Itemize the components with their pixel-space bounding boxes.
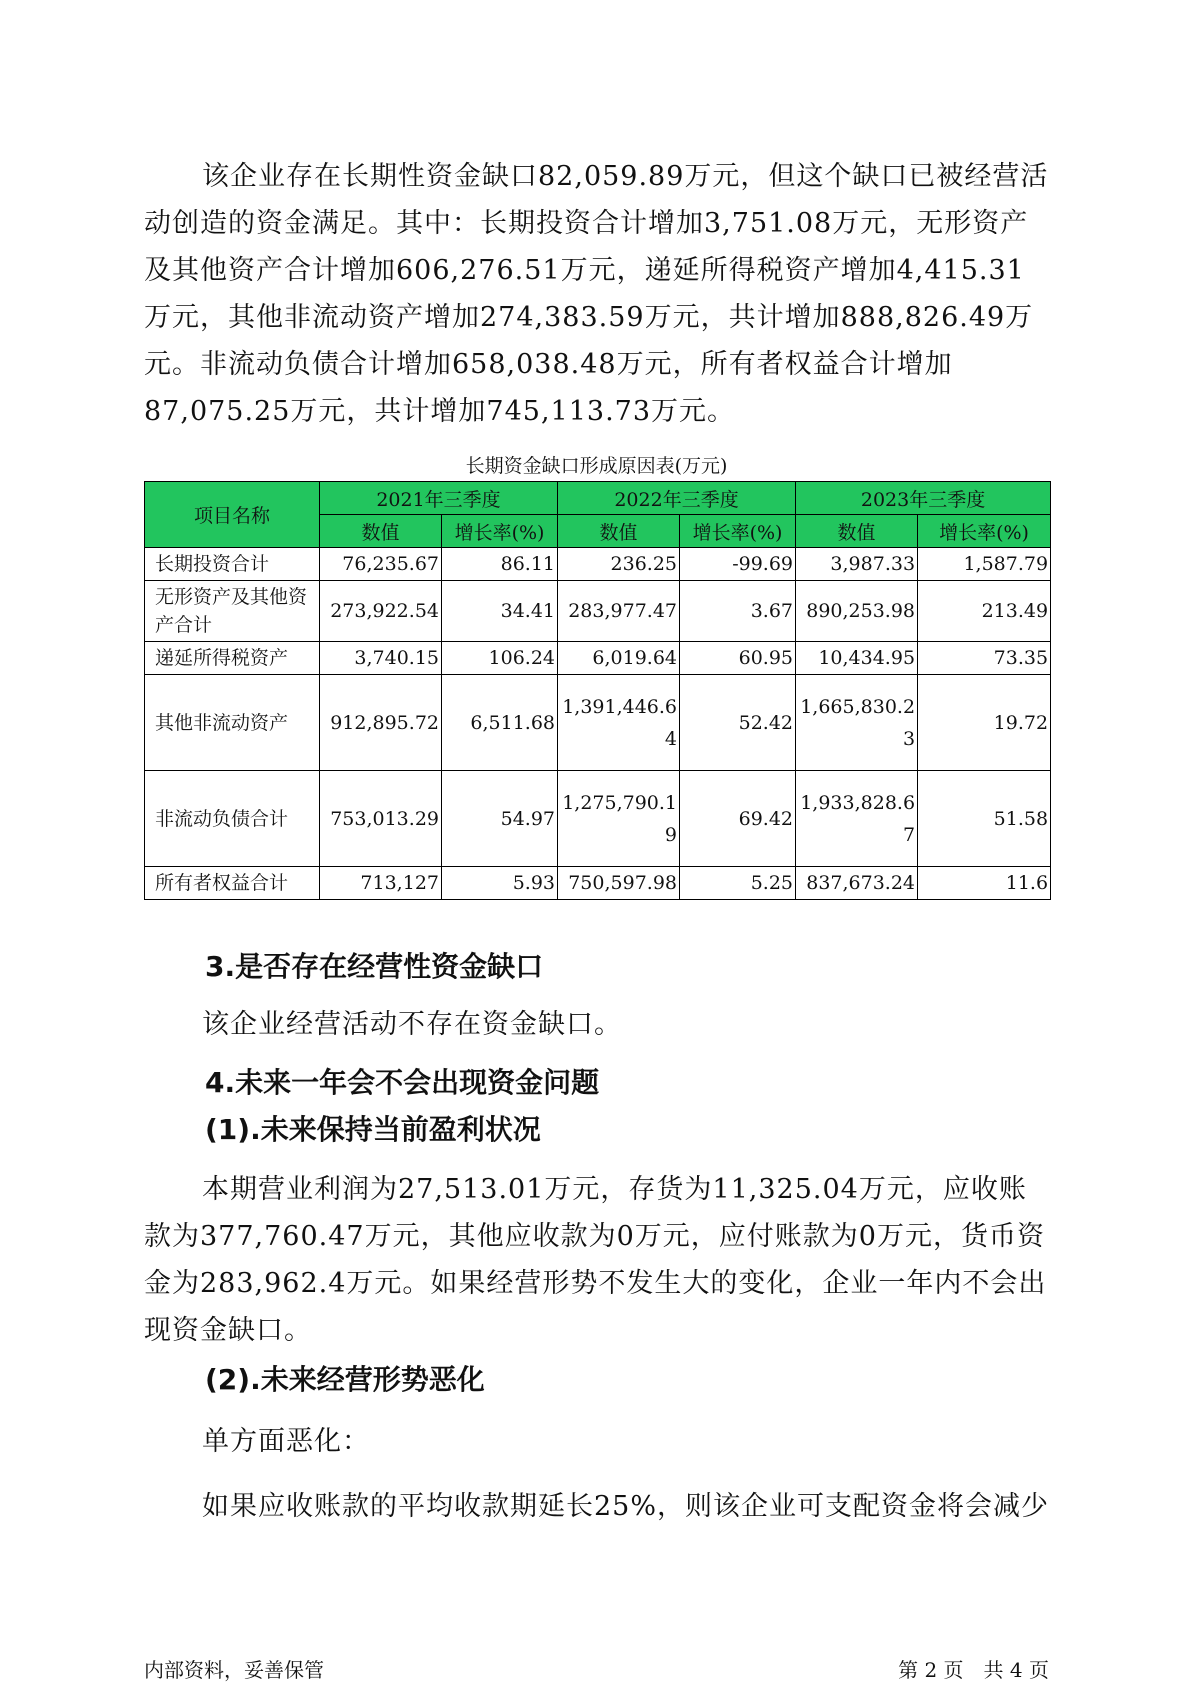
cell-value: 236.25 <box>558 548 680 581</box>
row-name: 长期投资合计 <box>145 548 320 581</box>
row-name: 递延所得税资产 <box>145 642 320 675</box>
header-growth: 增长率(%) <box>918 515 1051 548</box>
cell-growth: 6,511.68 <box>442 675 558 771</box>
header-value: 数值 <box>558 515 680 548</box>
cell-value: 76,235.67 <box>320 548 442 581</box>
cell-growth: -99.69 <box>680 548 796 581</box>
subsection-heading-1: (1).未来保持当前盈利状况 <box>205 1113 541 1146</box>
long-term-gap-table <box>144 481 1051 900</box>
paragraph-current-profit: 本期营业利润为27,513.01万元，存货为11,325.04万元，应收账款为377,760.47万元，其他应收款为0万元，应付账款为0万元，货币资金为283,962.4万元。如果经营形势不发生大的变化，企业一年内不会出现资金缺口。 <box>144 1174 1047 1346</box>
cell-value: 713,127 <box>320 867 442 900</box>
cell-value: 3,740.15 <box>320 642 442 675</box>
table-row <box>145 675 1051 771</box>
cell-growth: 34.41 <box>442 581 558 642</box>
cell-value: 1,391,446.64 <box>558 675 680 771</box>
table-row <box>145 771 1051 867</box>
section-heading-4: 4.未来一年会不会出现资金问题 <box>205 1066 600 1099</box>
cell-value: 837,673.24 <box>796 867 918 900</box>
table-caption: 长期资金缺口形成原因表(万元) <box>465 455 728 477</box>
cell-value: 1,275,790.19 <box>558 771 680 867</box>
cell-growth: 86.11 <box>442 548 558 581</box>
header-value: 数值 <box>796 515 918 548</box>
cell-growth: 60.95 <box>680 642 796 675</box>
subsection-heading-2: (2).未来经营形势恶化 <box>205 1363 485 1396</box>
cell-value: 273,922.54 <box>320 581 442 642</box>
cell-growth: 51.58 <box>918 771 1051 867</box>
row-name: 其他非流动资产 <box>145 675 320 771</box>
table-row <box>145 581 1051 642</box>
paragraph-long-term-gap: 该企业存在长期性资金缺口82,059.89万元，但这个缺口已被经营活动创造的资金满足。其中：长期投资合计增加3,751.08万元，无形资产及其他资产合计增加606,276.51万元，递延所得税资产增加4,415.31万元，其他非流动资产增加274,383.59万元，共计增加888,826.49万元。非流动负债合计增加658,038.48万元，所有者权益合计增加87,075.25万元，共计增加745,113.73万元。 <box>144 161 1049 427</box>
header-period-2023: 2023年三季度 <box>796 482 1051 515</box>
header-item-name: 项目名称 <box>145 482 320 548</box>
footer-page-number: 第 2 页 共 4 页 <box>898 1658 1049 1682</box>
cell-value: 3,987.33 <box>796 548 918 581</box>
cell-growth: 54.97 <box>442 771 558 867</box>
cell-value: 6,019.64 <box>558 642 680 675</box>
cell-value: 1,665,830.23 <box>796 675 918 771</box>
header-value: 数值 <box>320 515 442 548</box>
table-row <box>145 642 1051 675</box>
header-growth: 增长率(%) <box>442 515 558 548</box>
cell-growth: 5.25 <box>680 867 796 900</box>
paragraph-single-deterioration: 单方面恶化： <box>202 1426 370 1457</box>
cell-growth: 11.6 <box>918 867 1051 900</box>
row-name: 无形资产及其他资产合计 <box>145 581 320 642</box>
row-name: 所有者权益合计 <box>145 867 320 900</box>
cell-value: 750,597.98 <box>558 867 680 900</box>
header-growth: 增长率(%) <box>680 515 796 548</box>
cell-growth: 1,587.79 <box>918 548 1051 581</box>
cell-growth: 73.35 <box>918 642 1051 675</box>
table-row <box>145 548 1051 581</box>
cell-value: 283,977.47 <box>558 581 680 642</box>
cell-growth: 213.49 <box>918 581 1051 642</box>
cell-growth: 106.24 <box>442 642 558 675</box>
table-row <box>145 867 1051 900</box>
cell-value: 912,895.72 <box>320 675 442 771</box>
cell-growth: 69.42 <box>680 771 796 867</box>
cell-value: 1,933,828.67 <box>796 771 918 867</box>
cell-value: 10,434.95 <box>796 642 918 675</box>
cell-value: 753,013.29 <box>320 771 442 867</box>
section-heading-3: 3.是否存在经营性资金缺口 <box>205 950 544 983</box>
cell-growth: 52.42 <box>680 675 796 771</box>
cell-value: 890,253.98 <box>796 581 918 642</box>
row-name: 非流动负债合计 <box>145 771 320 867</box>
paragraph-receivable-extension: 如果应收账款的平均收款期延长25%，则该企业可支配资金将会减少 <box>202 1491 1050 1522</box>
cell-growth: 3.67 <box>680 581 796 642</box>
header-period-2021: 2021年三季度 <box>320 482 558 515</box>
header-period-2022: 2022年三季度 <box>558 482 796 515</box>
footer-confidential: 内部资料，妥善保管 <box>144 1658 324 1682</box>
cell-growth: 19.72 <box>918 675 1051 771</box>
paragraph-operating-gap: 该企业经营活动不存在资金缺口。 <box>202 1009 622 1040</box>
cell-growth: 5.93 <box>442 867 558 900</box>
